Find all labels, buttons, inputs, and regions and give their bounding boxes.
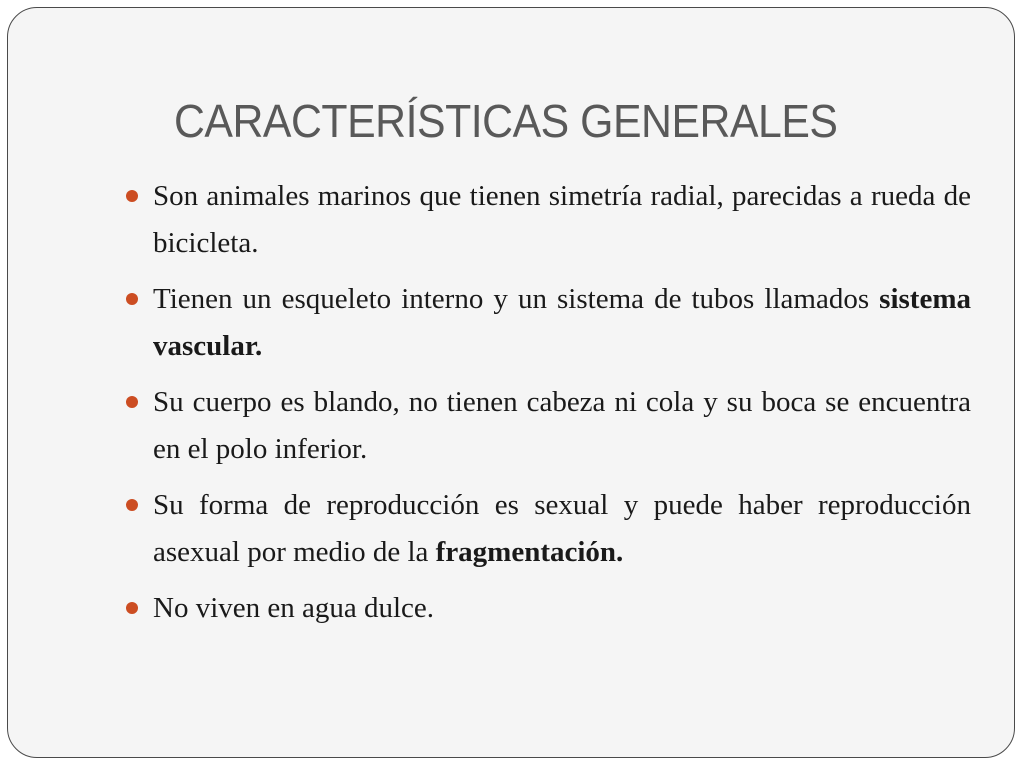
bullet-text: Tienen un esqueleto interno y un sistema de tubos llamados [153,283,880,315]
bullet-dot-icon [126,293,138,305]
bullet-text: Son animales marinos que tienen simetría radial, parecidas a rueda de bicicleta. [153,180,971,259]
bullet-item [126,585,971,632]
bullet-item [126,173,971,267]
bold-term: fragmentación. [435,536,624,568]
bullet-dot-icon [126,396,138,408]
slide-frame [7,7,1015,758]
bullet-text: No viven en agua dulce. [153,592,435,624]
bullet-dot-icon [126,602,138,614]
bullet-item [126,379,971,473]
slide-title: CARACTERÍSTICAS GENERALES [174,95,838,147]
bullet-text: Su forma de reproducción es sexual y puede haber reproducción asexual por medio de la [153,489,971,568]
bullet-dot-icon [126,499,138,511]
bullet-list [126,173,971,641]
bullet-dot-icon [126,190,138,202]
bold-term: sistema vascular. [153,283,971,362]
bullet-item [126,482,971,576]
bullet-item [126,276,971,370]
bullet-text: Su cuerpo es blando, no tienen cabeza ni cola y su boca se encuentra en el polo inferior. [153,386,971,465]
